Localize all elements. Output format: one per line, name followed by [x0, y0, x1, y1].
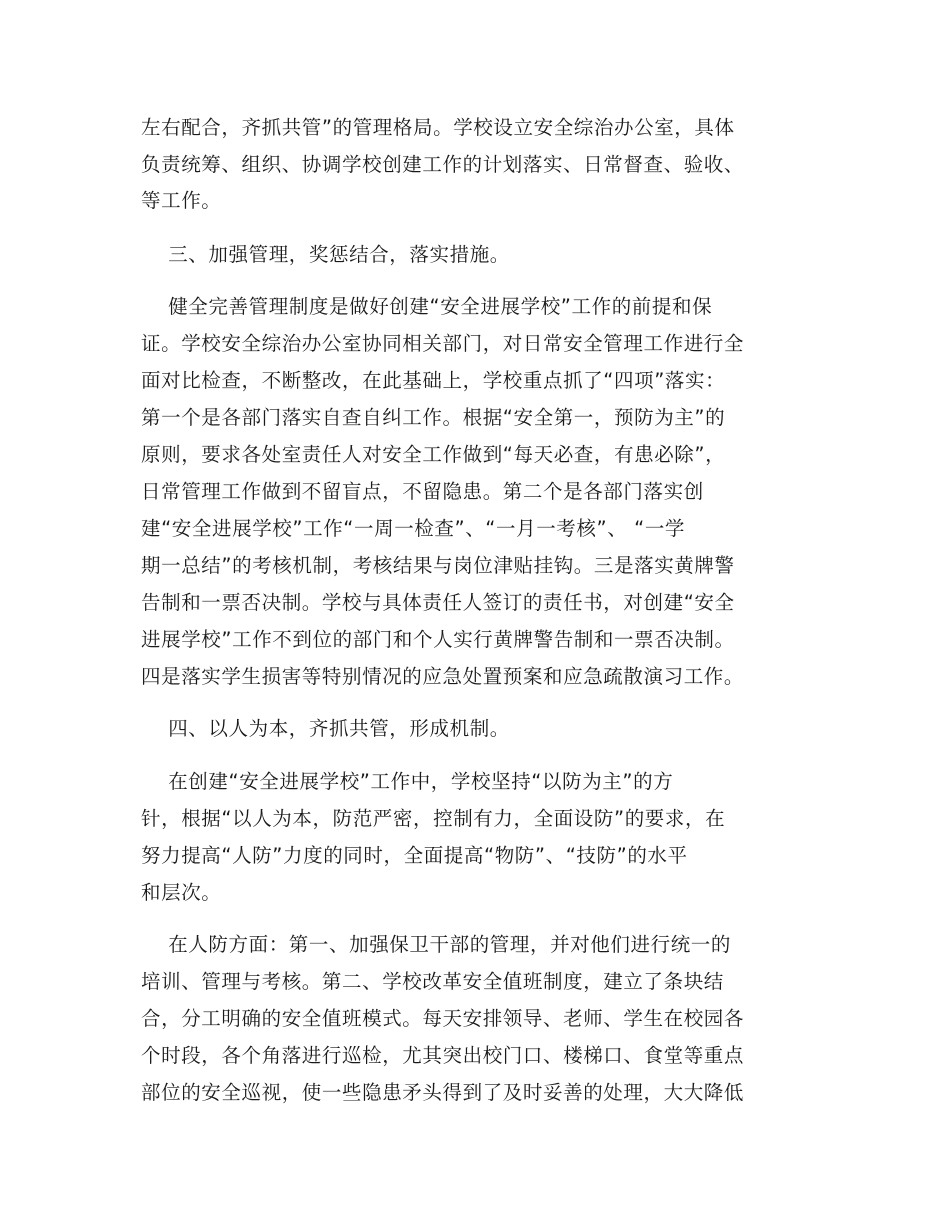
body-text-line: 日常管理工作做到不留盲点，不留隐患。第二个是各部门落实创 [141, 480, 704, 503]
body-text-line: 在创建“安全进展学校”工作中，学校坚持“以防为主”的方 [141, 770, 674, 793]
section-heading-3: 三、加强管理，奖惩结合，落实措施。 [141, 243, 510, 266]
body-text-line: 针，根据“以人为本，防范严密，控制有力，全面设防”的要求，在 [141, 807, 726, 830]
body-text-line: 期一总结”的考核机制，考核结果与岗位津贴挂钩。三是落实黄牌警 [141, 554, 735, 577]
body-text-line: 在人防方面：第一、加强保卫干部的管理，并对他们进行统一的 [141, 933, 731, 956]
body-text-line: 合，分工明确的安全值班模式。每天安排领导、老师、学生在校园各 [141, 1007, 745, 1030]
body-text-line: 第一个是各部门落实自查自纠工作。根据“安全第一，预防为主”的 [141, 406, 726, 429]
body-text-line: 告制和一票否决制。学校与具体责任人签订的责任书，对创建“安全 [141, 591, 735, 614]
body-text-line: 四是落实学生损害等特别情况的应急处置预案和应急疏散演习工作。 [141, 665, 745, 688]
body-text-line: 负责统筹、组织、协调学校创建工作的计划落实、日常督查、验收、 [141, 153, 745, 176]
body-text-line: 部位的安全巡视，使一些隐患矛头得到了及时妥善的处理，大大降低 [141, 1081, 745, 1104]
body-text-line: 证。学校安全综治办公室协同相关部门，对日常安全管理工作进行全 [141, 332, 745, 355]
body-text-line: 努力提高“人防”力度的同时，全面提高“物防”、“技防”的水平 [141, 844, 688, 867]
body-text-line: 个时段，各个角落进行巡检，尤其突出校门口、楼梯口、食堂等重点 [141, 1044, 745, 1067]
body-text-line: 和层次。 [141, 881, 222, 904]
body-text-line: 面对比检查，不断整改，在此基础上，学校重点抓了“四项”落实： [141, 369, 726, 392]
body-text-line: 等工作。 [141, 189, 222, 212]
body-text-line: 培训、管理与考核。第二、学校改革安全值班制度，建立了条块结 [141, 970, 724, 993]
body-text-line: 进展学校”工作不到位的部门和个人实行黄牌警告制和一票否决制。 [141, 628, 735, 651]
body-text-line: 建“安全进展学校”工作“一周一检查”、“一月一考核”、 “一学 [141, 517, 686, 540]
section-heading-4: 四、以人为本，齐抓共管，形成机制。 [141, 717, 510, 740]
body-text-line: 健全完善管理制度是做好创建“安全进展学校”工作的前提和保 [141, 295, 713, 318]
body-text-line: 原则，要求各处室责任人对安全工作做到“每天必查，有患必除”， [141, 443, 726, 466]
body-text-line: 左右配合，齐抓共管”的管理格局。学校设立安全综治办公室，具体 [141, 116, 735, 139]
